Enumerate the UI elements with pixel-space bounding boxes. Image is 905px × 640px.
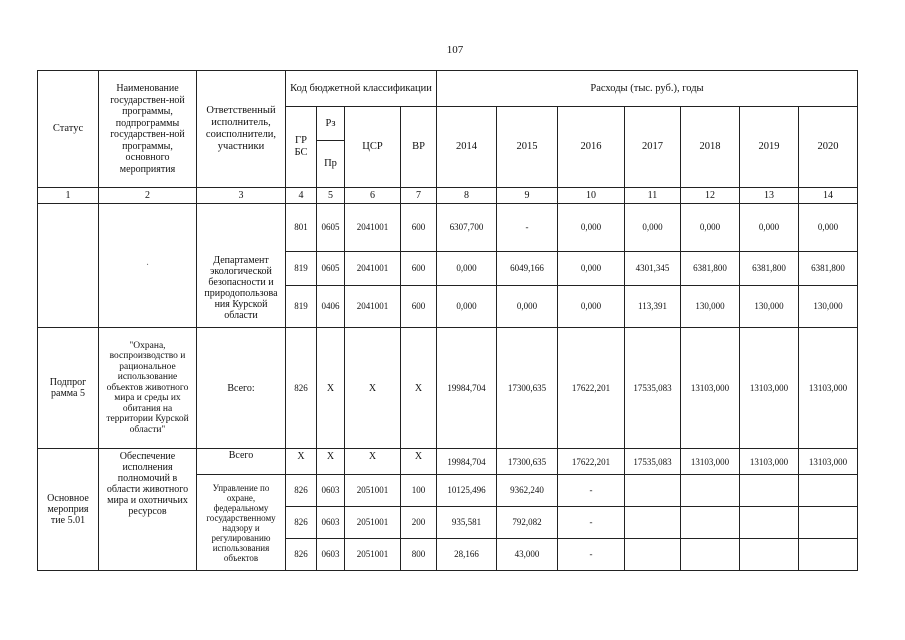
cell-2017: 113,391 (638, 301, 667, 311)
cell-csr: 2041001 (356, 222, 389, 232)
cell-2016: - (589, 517, 593, 527)
cell-csr: 2051001 (356, 517, 389, 527)
cell-rz: 0605 (321, 263, 340, 273)
cell-2020: 0,000 (817, 222, 839, 232)
cell-2018: 0,000 (699, 222, 721, 232)
cell-csr: 2051001 (356, 485, 389, 495)
cell-grbs: 801 (294, 222, 308, 232)
block3-status: Основное мероприя тие 5.01 (47, 493, 89, 526)
col-number: 3 (238, 190, 244, 201)
cell-grbs: 826 (294, 382, 308, 393)
header-year-2017: 2017 (642, 141, 663, 152)
cell-vr: 600 (411, 263, 426, 273)
col-number: 13 (764, 190, 774, 201)
cell-grbs: X (297, 450, 305, 462)
cell-csr: X (368, 450, 377, 462)
cell-2015: 17300,635 (507, 456, 547, 467)
cell-2018: 6381,800 (693, 263, 727, 273)
cell-2017: 4301,345 (635, 263, 670, 273)
cell-grbs: 826 (294, 485, 308, 495)
cell-2019: 0,000 (758, 222, 780, 232)
header-expenses: Расходы (тыс. руб.), годы (590, 82, 704, 94)
cell-grbs: 819 (294, 301, 308, 311)
cell-2016: 0,000 (580, 301, 602, 311)
cell-2014: 28,166 (454, 549, 479, 559)
col-number: 6 (370, 190, 375, 201)
cell-2020: 6381,800 (811, 263, 845, 273)
page-number: 107 (446, 44, 464, 56)
col-number: 10 (586, 190, 596, 201)
header-year-2018: 2018 (699, 141, 721, 152)
cell-2019: 130,000 (754, 301, 784, 311)
header-vr: ВР (412, 141, 425, 152)
cell-rz: 0406 (321, 301, 340, 311)
cell-grbs: 826 (294, 517, 308, 527)
col-number: 4 (298, 190, 304, 201)
cell-2016: - (589, 549, 593, 559)
col-number: 7 (416, 190, 421, 201)
cell-2014: 0,000 (456, 301, 477, 311)
cell-2020: 13103,000 (808, 456, 848, 467)
col-number: 11 (647, 190, 658, 201)
block2-status: Подпрог рамма 5 (49, 377, 87, 399)
cell-csr: X (368, 382, 377, 394)
cell-2015: 17300,635 (507, 382, 547, 393)
cell-rz: X (326, 450, 335, 462)
block2-responsible: Всего: (227, 382, 255, 394)
cell-2018: 13103,000 (690, 382, 730, 393)
col-number: 8 (464, 190, 469, 201)
cell-2017: 0,000 (642, 222, 663, 232)
header-year-2016: 2016 (580, 141, 602, 152)
cell-csr: 2041001 (356, 301, 389, 311)
cell-2015: 9362,240 (510, 485, 544, 495)
header-status: Статус (52, 123, 84, 134)
block3-responsible: Управление по охране, федеральному государственному надзору и регулированию использования объектов (206, 482, 276, 563)
col-number: 12 (705, 190, 715, 201)
cell-vr: 800 (411, 549, 426, 559)
col-number: 9 (524, 190, 530, 201)
cell-vr: 100 (411, 485, 426, 495)
block2-name: "Охрана, воспроизводство и рациональное использование объектов животного мира и среды их обитания на территории Курской области" (106, 340, 189, 435)
cell-2017: 17535,083 (633, 382, 672, 393)
header-year-2019: 2019 (758, 141, 780, 152)
cell-2014: 19984,704 (447, 382, 486, 393)
cell-2016: 17622,201 (571, 382, 611, 393)
cell-2016: 0,000 (580, 263, 602, 273)
cell-vr: 200 (411, 517, 426, 527)
cell-2014: 935,581 (451, 517, 482, 527)
cell-2020: 130,000 (813, 301, 843, 311)
cell-grbs: 819 (294, 263, 308, 273)
header-pr: Пр (324, 158, 337, 169)
cell-vr: X (414, 450, 423, 462)
cell-rz: 0603 (321, 517, 340, 527)
header-budget-code: Код бюджетной классификации (290, 82, 432, 94)
col-number: 5 (328, 190, 333, 201)
cell-rz: X (326, 382, 335, 394)
block3-total-responsible: Всего (228, 450, 254, 461)
cell-2015: 43,000 (514, 549, 540, 559)
cell-2017: 17535,083 (633, 456, 672, 467)
header-grbs: ГР БС (294, 135, 308, 158)
block1-responsible: Департамент экологической безопасности и природопользова ния Курской области (204, 255, 278, 321)
col-number: 14 (823, 190, 833, 201)
cell-2015: 6049,166 (510, 263, 544, 273)
cell-2015: 792,082 (512, 517, 542, 527)
cell-rz: 0603 (321, 485, 340, 495)
cell-2015: - (525, 222, 529, 232)
cell-rz: 0605 (321, 222, 340, 232)
cell-2019: 13103,000 (749, 382, 789, 393)
header-year-2015: 2015 (516, 141, 538, 152)
block1-name-mark: · (145, 260, 150, 271)
cell-2018: 130,000 (695, 301, 725, 311)
cell-2014: 6307,700 (449, 222, 484, 232)
cell-2014: 19984,704 (447, 456, 486, 467)
header-responsible: Ответственный исполнитель, соисполнители, участники (205, 105, 277, 152)
cell-rz: 0603 (321, 549, 340, 559)
cell-vr: 600 (411, 301, 426, 311)
cell-2019: 13103,000 (749, 456, 789, 467)
cell-2015: 0,000 (516, 301, 538, 311)
cell-2014: 0,000 (456, 263, 477, 273)
cell-2016: 17622,201 (571, 456, 611, 467)
col-number: 1 (65, 190, 71, 201)
cell-2019: 6381,800 (752, 263, 786, 273)
header-year-2014: 2014 (456, 141, 477, 152)
cell-2016: - (589, 485, 593, 495)
cell-2018: 13103,000 (690, 456, 730, 467)
col-number: 2 (145, 190, 150, 201)
cell-2016: 0,000 (580, 222, 602, 232)
header-year-2020: 2020 (817, 141, 839, 152)
header-rz: Рз (325, 117, 336, 129)
block3-name: Обеспечение исполнения полномочий в области животного мира и охотничьих ресурсов (106, 451, 189, 517)
cell-2020: 13103,000 (808, 382, 848, 393)
cell-vr: 600 (411, 222, 426, 232)
header-name: Наименование государствен-ной программы, подпрограммы государствен-ной программы, основного мероприятия (110, 83, 185, 175)
cell-csr: 2041001 (356, 263, 389, 273)
cell-2014: 10125,496 (447, 485, 486, 495)
cell-csr: 2051001 (356, 549, 389, 559)
header-csr: ЦСР (362, 141, 383, 152)
cell-grbs: 826 (294, 549, 308, 559)
cell-vr: X (414, 382, 423, 394)
